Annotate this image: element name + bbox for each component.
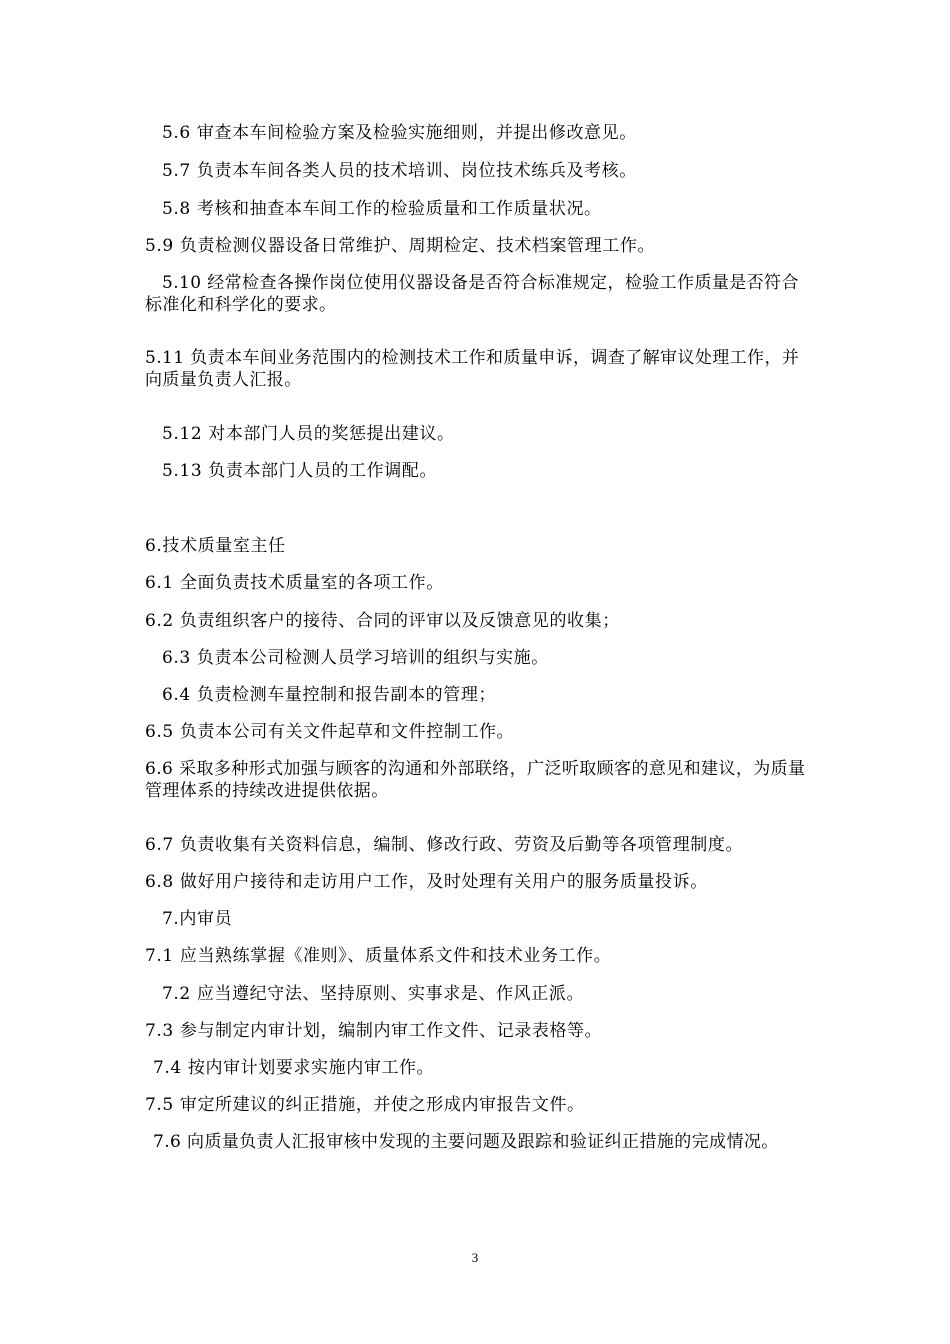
paragraph-6-4: 6.4 负责检测车量控制和报告副本的管理；	[162, 685, 497, 705]
paragraph-6-2: 6.2 负责组织客户的接待、合同的评审以及反馈意见的收集；	[145, 611, 620, 631]
paragraph-7-4: 7.4 按内审计划要求实施内审工作。	[153, 1058, 435, 1078]
page-number: 3	[471, 1250, 479, 1265]
paragraph-5-12: 5.12 对本部门人员的奖惩提出建议。	[162, 424, 455, 444]
paragraph-5-6: 5.6 审查本车间检验方案及检验实施细则，并提出修改意见。	[162, 123, 637, 143]
paragraph-5-13: 5.13 负责本部门人员的工作调配。	[162, 461, 438, 481]
paragraph-7-5: 7.5 审定所建议的纠正措施，并使之形成内审报告文件。	[145, 1095, 585, 1115]
paragraph-7-1: 7.1 应当熟练掌握《准则》、质量体系文件和技术业务工作。	[145, 946, 612, 966]
paragraph-5-9: 5.9 负责检测仪器设备日常维护、周期检定、技术档案管理工作。	[145, 236, 656, 256]
paragraph-6-6: 6.6 采取多种形式加强与顾客的沟通和外部联络，广泛听取顾客的意见和建议，为质量管理体系的持续改进提供依据。	[145, 759, 806, 801]
paragraph-5-8: 5.8 考核和抽查本车间工作的检验质量和工作质量状况。	[162, 199, 602, 219]
paragraph-5-10: 5.10 经常检查各操作岗位使用仪器设备是否符合标准规定，检验工作质量是否符合标准化和科学化的要求。	[145, 273, 799, 315]
paragraph-6-5: 6.5 负责本公司有关文件起草和文件控制工作。	[145, 722, 515, 742]
paragraph-5-7: 5.7 负责本车间各类人员的技术培训、岗位技术练兵及考核。	[162, 161, 637, 181]
paragraph-6-1: 6.1 全面负责技术质量室的各项工作。	[145, 573, 444, 593]
paragraph-6-8: 6.8 做好用户接待和走访用户工作，及时处理有关用户的服务质量投诉。	[145, 872, 708, 892]
paragraph-5-11: 5.11 负责本车间业务范围内的检测技术工作和质量申诉，调查了解审议处理工作，并向质量负责人汇报。	[145, 348, 800, 390]
paragraph-6-7: 6.7 负责收集有关资料信息，编制、修改行政、劳资及后勤等各项管理制度。	[145, 835, 744, 855]
paragraph-7-3: 7.3 参与制定内审计划，编制内审工作文件、记录表格等。	[145, 1021, 603, 1041]
paragraph-7-6: 7.6 向质量负责人汇报审核中发现的主要问题及跟踪和验证纠正措施的完成情况。	[153, 1132, 779, 1152]
paragraph-7-2: 7.2 应当遵纪守法、坚持原则、实事求是、作风正派。	[162, 984, 585, 1004]
paragraph-6-3: 6.3 负责本公司检测人员学习培训的组织与实施。	[162, 648, 549, 668]
section-heading-6: 6.技术质量室主任	[145, 536, 286, 556]
section-heading-7: 7.内审员	[162, 909, 233, 929]
